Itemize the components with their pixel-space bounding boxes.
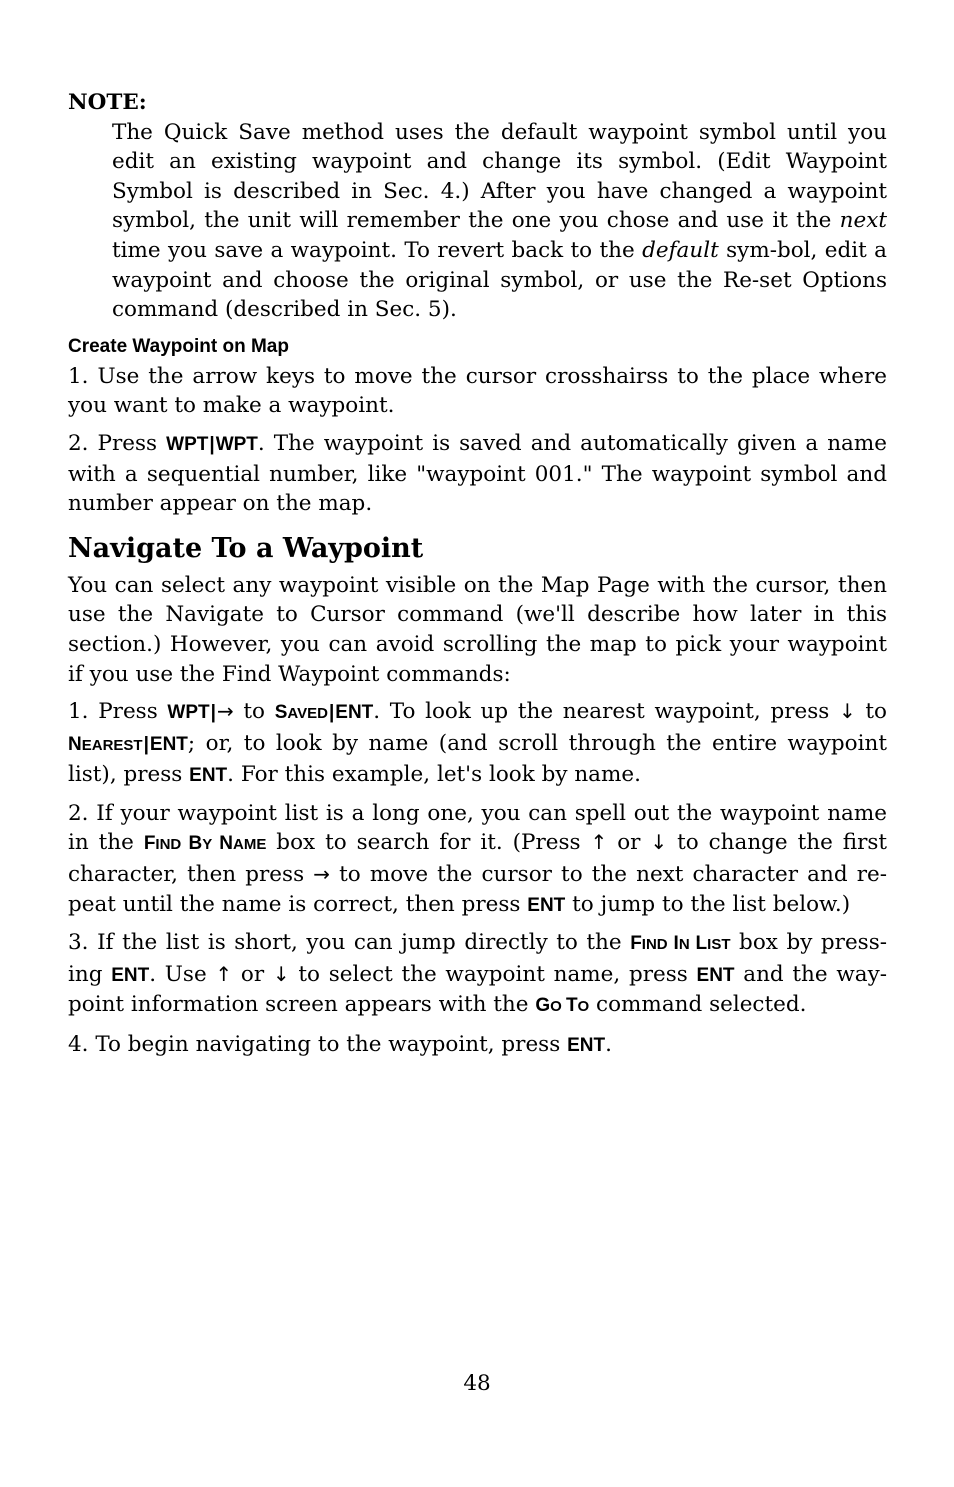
step-text: or bbox=[232, 961, 273, 987]
create-waypoint-title: Create Waypoint on Map bbox=[68, 335, 289, 357]
smallcap-rest: IND bbox=[155, 836, 182, 854]
ent-key: ENT bbox=[111, 964, 150, 986]
smallcap-initial: F bbox=[143, 833, 156, 855]
step-text: ; or, to look by name (and scroll through the entire waypoint list), press bbox=[68, 730, 887, 788]
step-text: to select the waypoint name, press bbox=[289, 961, 697, 987]
wpt-key: WPT bbox=[166, 433, 209, 455]
smallcap-rest: AVED bbox=[287, 705, 328, 723]
page-number: 48 bbox=[463, 1371, 491, 1396]
step-text: to bbox=[855, 699, 888, 725]
key-separator: | bbox=[143, 733, 149, 755]
ent-key: ENT bbox=[696, 964, 735, 986]
right-arrow-icon: → bbox=[216, 699, 234, 724]
ent-key: ENT bbox=[335, 702, 374, 724]
up-arrow-icon: ↑ bbox=[590, 830, 608, 855]
smallcap-rest: O bbox=[577, 998, 590, 1016]
step-text: box to search for it. (Press bbox=[266, 830, 591, 856]
down-arrow-icon: ↓ bbox=[838, 699, 856, 724]
nearest-menu-item bbox=[68, 733, 143, 755]
note-emphasis-default: default bbox=[642, 237, 719, 263]
smallcap-initial: L bbox=[695, 933, 708, 955]
step-text: to move the cursor to the next character and re-peat until the name is correct, then press bbox=[68, 862, 887, 917]
note-body bbox=[112, 118, 887, 325]
step-text: to bbox=[233, 699, 275, 725]
smallcap-initial: I bbox=[673, 933, 679, 955]
navigate-step-1 bbox=[68, 697, 887, 791]
step-text: 2. Press bbox=[68, 430, 167, 456]
step-text: to jump to the list below.) bbox=[565, 891, 851, 917]
navigate-step-4 bbox=[68, 1030, 887, 1061]
find-in-list-box bbox=[630, 933, 731, 955]
step-text: . For this example, let's look by name. bbox=[227, 762, 641, 788]
wpt-key: WPT bbox=[215, 433, 258, 455]
smallcap-initial: F bbox=[630, 933, 642, 955]
create-step-1: 1. Use the arrow keys to move the cursor crosshairss to the place where you want to make a waypoint. bbox=[68, 363, 887, 419]
step-text: 1. Press bbox=[68, 699, 168, 725]
navigate-step-2 bbox=[68, 799, 887, 920]
note-label: NOTE: bbox=[68, 90, 147, 115]
smallcap-initial: N bbox=[68, 733, 82, 755]
note-text: The Quick Save method uses the default waypoint symbol until you edit an existing waypoint and change its symbol. (Edit Waypoint Symbol is described in Sec. 4.) After you have changed a waypoint symbol, the unit will remember the one you chose and use it the bbox=[112, 119, 887, 234]
key-separator: | bbox=[328, 702, 335, 724]
note-text: sym-bol, edit a waypoint and choose the original symbol, or use the Re-set Options command (described in Sec. 5). bbox=[112, 237, 887, 323]
ent-key: ENT bbox=[149, 733, 188, 755]
smallcap-rest: AME bbox=[233, 836, 267, 854]
navigate-step-3 bbox=[68, 928, 887, 1022]
navigate-intro: You can select any waypoint visible on the Map Page with the cursor, then use the Navigate to Cursor command (we'll describe how later in this section.) However, you can avoid scrolling the map to pick your waypoint if you use the Find Waypoint commands: bbox=[68, 572, 887, 687]
step-text: or bbox=[607, 830, 651, 856]
key-separator: | bbox=[210, 702, 216, 724]
step-text: . The waypoint is saved and automatically given a name with a sequential number, like "waypoint 001." The waypoint symbol and number appear on the map. bbox=[68, 430, 887, 517]
ent-key: ENT bbox=[527, 894, 566, 916]
create-step-2 bbox=[68, 429, 887, 519]
wpt-key: WPT bbox=[167, 702, 210, 724]
down-arrow-icon: ↓ bbox=[272, 961, 290, 986]
ent-key: ENT bbox=[567, 1035, 606, 1057]
smallcap-initial: N bbox=[219, 833, 234, 855]
saved-menu-item bbox=[274, 702, 328, 724]
step-text: to change the first character, then press bbox=[68, 830, 888, 888]
page-content bbox=[68, 88, 887, 1069]
go-to-command bbox=[535, 995, 590, 1017]
smallcap-rest: IND bbox=[641, 936, 668, 954]
note-text: time you save a waypoint. To revert back to the bbox=[112, 237, 643, 263]
smallcap-rest: EAREST bbox=[81, 736, 143, 754]
down-arrow-icon: ↓ bbox=[650, 830, 668, 855]
ent-key: ENT bbox=[189, 765, 228, 787]
note-emphasis-next: next bbox=[839, 208, 887, 234]
find-by-name-box bbox=[143, 833, 267, 855]
smallcap-initial: T bbox=[565, 995, 578, 1017]
step-text: and the way-point information screen appears with the bbox=[68, 961, 887, 1018]
smallcap-rest: Y bbox=[202, 836, 213, 854]
up-arrow-icon: ↑ bbox=[215, 961, 233, 986]
smallcap-initial: S bbox=[274, 702, 288, 724]
step-text: command selected. bbox=[589, 992, 807, 1018]
step-text: . bbox=[605, 1032, 612, 1058]
smallcap-initial: G bbox=[535, 995, 551, 1017]
smallcap-rest: O bbox=[550, 998, 562, 1016]
smallcap-rest: IST bbox=[707, 936, 731, 954]
step-text: 3. If the list is short, you can jump directly to the bbox=[68, 930, 631, 956]
step-text: . To look up the nearest waypoint, press bbox=[373, 699, 839, 725]
step-text: 4. To begin navigating to the waypoint, press bbox=[68, 1032, 568, 1058]
step-text: . Use bbox=[149, 961, 216, 987]
right-arrow-icon: → bbox=[313, 862, 330, 887]
smallcap-initial: B bbox=[188, 833, 203, 855]
step-text: 2. If your waypoint list is a long one, you can spell out the waypoint name in the bbox=[68, 800, 887, 856]
key-separator: | bbox=[209, 433, 215, 455]
navigate-heading: Navigate To a Waypoint bbox=[68, 532, 424, 564]
step-text: box by press-ing bbox=[68, 930, 887, 987]
smallcap-rest: N bbox=[678, 936, 690, 954]
